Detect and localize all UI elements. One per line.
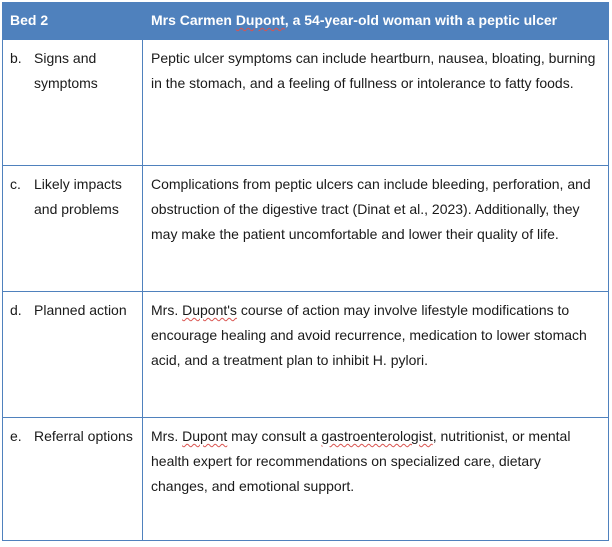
patient-surname-possessive: Dupont's [182,302,237,318]
row-body-cell [143,292,609,418]
patient-title-cell [143,3,609,40]
table-row [3,418,609,541]
row-body [143,292,608,373]
table-row [3,166,609,292]
body-suffix: , nutritionist, or mental health expert for recommendations on specialized care, dietary changes, and emotional support. [151,428,571,494]
patient-surname: Dupont [182,428,228,444]
body-prefix: Mrs. [151,302,183,318]
row-label: Signs and symptoms [34,50,98,91]
specialist-term: gastroenterologist [321,428,433,444]
table-header-row [3,3,609,40]
row-letter: e. [10,428,22,444]
body-suffix: course of action may involve lifestyle modifications to encourage healing and avoid recurrence, medication to lower stomach acid, and a treatment plan to inhibit H. pylori. [151,302,587,368]
table-row [3,40,609,166]
patient-title-suffix: , a 54-year-old woman with a peptic ulcer [284,12,558,28]
patient-surname: Dupont [235,12,285,28]
row-label: Referral options [34,428,133,444]
row-body-cell [143,418,609,541]
row-label: Likely impacts and problems [34,176,122,217]
patient-title-prefix: Mrs Carmen [151,12,236,28]
row-body-cell [143,166,609,292]
row-body [143,418,608,499]
row-body: Complications from peptic ulcers can include bleeding, perforation, and obstruction of the digestive tract (Dinat et al., 2023). Additionally, they may make the patient uncomfortable and lower their quality of life. [151,176,591,242]
table-row [3,292,609,418]
row-letter: b. [10,50,22,66]
row-letter: c. [10,176,21,192]
row-body-cell [143,40,609,166]
row-label-cell [3,166,143,292]
row-label-cell [3,418,143,541]
body-prefix: Mrs. [151,428,183,444]
row-label-cell [3,40,143,166]
row-label-cell [3,292,143,418]
body-middle: may consult a [227,428,322,444]
bed-label: Bed 2 [10,12,49,28]
care-plan-table [2,2,609,541]
bed-label-cell [3,3,143,40]
row-letter: d. [10,302,22,318]
row-label: Planned action [34,302,127,318]
row-body: Peptic ulcer symptoms can include heartburn, nausea, bloating, burning in the stomach, and a feeling of fullness or intolerance to fatty foods. [151,50,596,91]
